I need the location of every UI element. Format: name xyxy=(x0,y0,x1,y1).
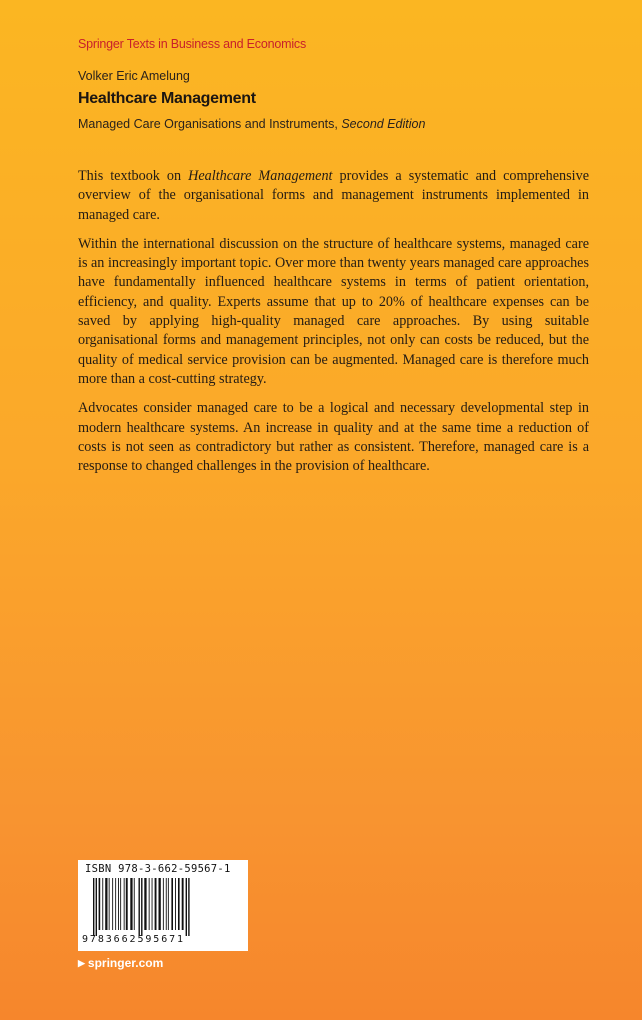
ean-digits: 9783662595671 xyxy=(82,934,185,945)
barcode-bar xyxy=(96,878,97,936)
p1-post: provides a systematic and comprehensive overview of the organisational forms and management instruments implemented in managed care. xyxy=(78,168,589,223)
blurb xyxy=(78,167,589,486)
url-text: springer.com xyxy=(87,956,164,970)
barcode-bar xyxy=(149,878,150,930)
paragraph-2: Within the international discussion on the structure of healthcare systems, managed care is an increasingly important topic. Over more than twenty years managed care approaches have fundamentally influenced healthcare systems in terms of patient orientation, efficiency, and quality. Experts assume that up to 20% of healthcare expenses can be saved by applying high-quality managed care approaches. By using suitable organisational forms and management principles, not only can costs be reduced, but the quality of medical service provision can be augmented. Managed care is therefore much more than a cost-cutting strategy. xyxy=(78,235,589,387)
paragraph-1 xyxy=(78,167,589,225)
barcode-bar xyxy=(102,878,103,930)
barcode-bar xyxy=(118,878,119,930)
isbn-label: ISBN 978-3-662-59567-1 xyxy=(85,863,231,875)
barcode-bar xyxy=(105,878,107,930)
p1-italic: Healthcare Management xyxy=(188,168,333,184)
barcode-bar xyxy=(112,878,113,930)
barcode-bar xyxy=(182,878,184,930)
barcode-bar xyxy=(168,878,169,930)
barcode-bar xyxy=(93,878,94,936)
barcode-bar xyxy=(130,878,132,930)
barcode-bar xyxy=(186,878,187,936)
barcode-bar xyxy=(139,878,140,936)
barcode-bars xyxy=(93,878,233,936)
subtitle-edition: Second Edition xyxy=(341,117,426,131)
barcode-bar xyxy=(152,878,153,930)
barcode-bar xyxy=(155,878,157,930)
author-name: Volker Eric Amelung xyxy=(78,69,190,83)
barcode-bar xyxy=(109,878,110,930)
barcode-bar xyxy=(171,878,173,930)
barcode xyxy=(78,860,248,951)
book-title: Healthcare Management xyxy=(78,90,256,107)
subtitle-main: Managed Care Organisations and Instruments, xyxy=(78,117,342,131)
barcode-bar xyxy=(144,878,146,930)
barcode-bar xyxy=(178,878,180,930)
barcode-bar xyxy=(188,878,189,936)
barcode-bar xyxy=(134,878,135,930)
barcode-bar xyxy=(99,878,101,930)
barcode-bar xyxy=(159,878,161,930)
barcode-bar xyxy=(126,878,128,930)
barcode-bar xyxy=(115,878,116,930)
barcode-bar xyxy=(120,878,121,930)
book-subtitle xyxy=(78,117,425,131)
barcode-bar xyxy=(166,878,167,930)
barcode-bar xyxy=(175,878,176,930)
barcode-bar xyxy=(124,878,125,930)
triangle-right-icon: ▶ xyxy=(78,958,85,968)
p1-pre: This textbook on xyxy=(78,168,189,184)
barcode-bar xyxy=(141,878,142,936)
publisher-url[interactable] xyxy=(78,956,163,970)
barcode-bar xyxy=(163,878,164,930)
paragraph-3: Advocates consider managed care to be a logical and necessary developmental step in modern healthcare systems. An increase in quality and at the same time a reduction of costs is not seen as contradictory but rather as consistent. Therefore, managed care is a response to changed challenges in the provision of healthcare. xyxy=(78,400,589,475)
series-name: Springer Texts in Business and Economics xyxy=(78,37,306,51)
